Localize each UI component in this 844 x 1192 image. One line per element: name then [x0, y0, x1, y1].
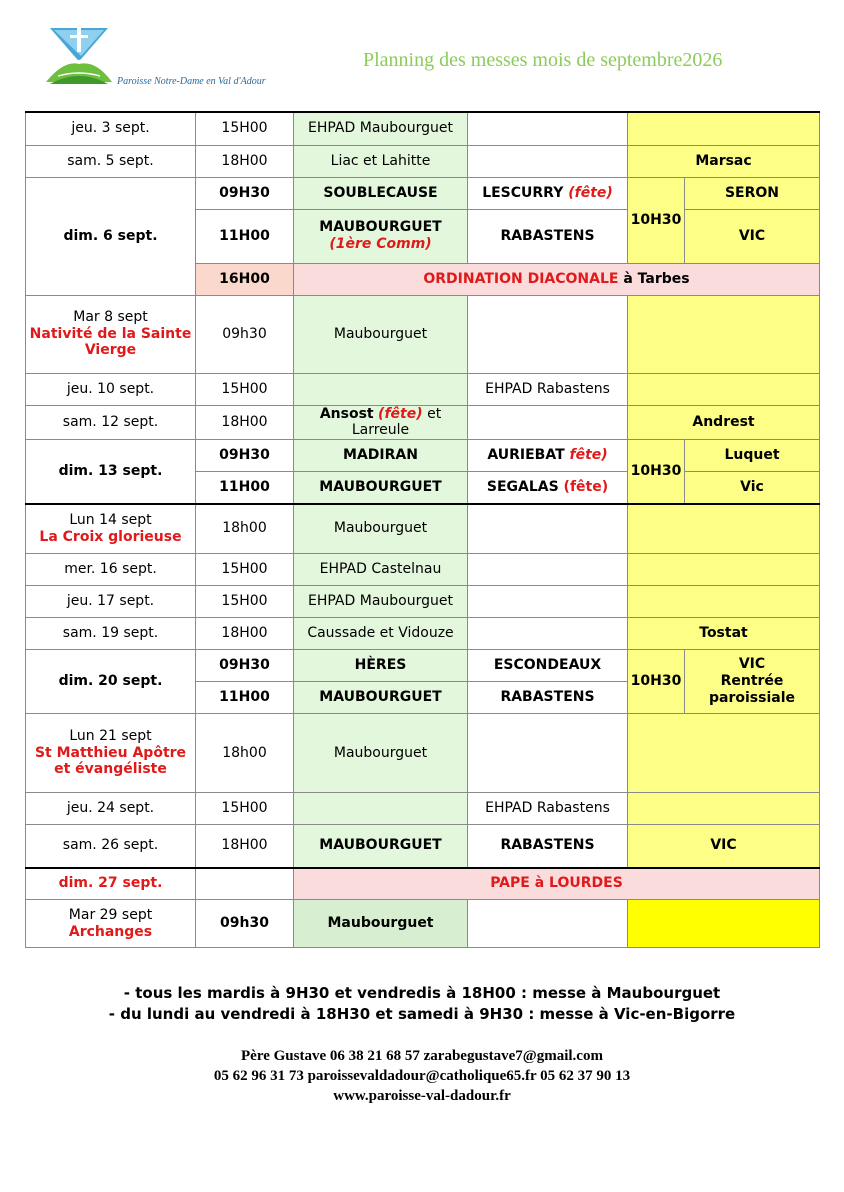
feast-note: fête): [569, 447, 608, 464]
location-cell: [468, 586, 628, 618]
time-cell: 11H00: [196, 209, 294, 263]
date-cell: [26, 504, 196, 554]
location-cell: [468, 472, 628, 504]
vic-cell: [628, 373, 820, 405]
vic-cell: Marsac: [628, 145, 820, 177]
location-cell: [468, 618, 628, 650]
date-cell: [26, 900, 196, 948]
time-cell: [196, 868, 294, 900]
parish-logo: [44, 24, 114, 90]
location-cell: [294, 373, 468, 405]
feast-note: (1ère Comm): [329, 236, 432, 252]
time-cell: 18H00: [196, 618, 294, 650]
date-cell: mer. 16 sept.: [26, 554, 196, 586]
table-row: [26, 145, 820, 177]
location-cell: [294, 793, 468, 825]
location-cell: [468, 714, 628, 793]
location-cell: [468, 900, 628, 948]
feast-text: Nativité de la Sainte Vierge: [29, 325, 192, 359]
location-cell: [468, 554, 628, 586]
location-cell: EHPAD Rabastens: [468, 373, 628, 405]
time-cell: 18H00: [196, 405, 294, 440]
location-cell: [468, 145, 628, 177]
event-cell: PAPE à LOURDES: [294, 868, 820, 900]
time-cell: 18H00: [196, 145, 294, 177]
event-text: ORDINATION DIACONALE: [423, 270, 619, 287]
vic-time-cell: 10H30: [628, 440, 685, 504]
table-row: [26, 504, 820, 554]
location-cell: Maubourguet: [294, 295, 468, 373]
time-cell: 15H00: [196, 373, 294, 405]
location-cell: ESCONDEAUX: [468, 650, 628, 682]
table-row: [26, 586, 820, 618]
location-cell: [468, 177, 628, 209]
time-cell: 15H00: [196, 586, 294, 618]
contact-line: Père Gustave 06 38 21 68 57 zarabegustave7@gmail.com: [241, 1048, 603, 1064]
date-cell: jeu. 17 sept.: [26, 586, 196, 618]
weekday-notes: [0, 983, 844, 1025]
location-cell: EHPAD Maubourguet: [294, 586, 468, 618]
vic-cell: VIC: [628, 825, 820, 868]
vic-text: VIC: [738, 656, 766, 673]
date-cell: sam. 12 sept.: [26, 405, 196, 440]
location-cell: Maubourguet: [294, 504, 468, 554]
contact-line: 05 62 96 31 73 paroissevaldadour@catholique65.fr 05 62 37 90 13: [213, 1068, 631, 1084]
feast-text: La Croix glorieuse: [39, 528, 182, 545]
location-cell: RABASTENS: [468, 682, 628, 714]
vic-cell: SERON: [685, 177, 820, 209]
feast-text: Archanges: [68, 923, 153, 940]
table-row: [26, 554, 820, 586]
location-cell: [294, 405, 468, 440]
table-row: [26, 295, 820, 373]
time-cell: 11H00: [196, 682, 294, 714]
time-cell: 09H30: [196, 177, 294, 209]
location-cell: EHPAD Castelnau: [294, 554, 468, 586]
table-row: [26, 868, 820, 900]
table-row: [26, 405, 820, 440]
location-cell: HÈRES: [294, 650, 468, 682]
vic-cell: [628, 900, 820, 948]
location-cell: Liac et Lahitte: [294, 145, 468, 177]
table-row: [26, 618, 820, 650]
table-row: [26, 714, 820, 793]
location-text: SEGALAS: [486, 478, 559, 495]
feast-note: (fête): [563, 478, 609, 495]
vic-cell: [628, 714, 820, 793]
location-text: et Larreule: [351, 405, 442, 439]
time-cell: 11H00: [196, 472, 294, 504]
table-row: [26, 650, 820, 682]
date-text: Lun 21 sept: [69, 727, 152, 744]
vic-cell: [628, 295, 820, 373]
location-cell: EHPAD Maubourguet: [294, 112, 468, 145]
vic-cell: [628, 554, 820, 586]
time-cell: 18h00: [196, 714, 294, 793]
location-cell: EHPAD Rabastens: [468, 793, 628, 825]
date-cell: dim. 20 sept.: [26, 650, 196, 714]
time-cell: 18h00: [196, 504, 294, 554]
date-cell: jeu. 10 sept.: [26, 373, 196, 405]
location-cell: MAUBOURGUET: [294, 682, 468, 714]
location-cell: MAUBOURGUET: [294, 825, 468, 868]
date-cell: jeu. 24 sept.: [26, 793, 196, 825]
vic-cell: Tostat: [628, 618, 820, 650]
time-cell: 09H30: [196, 440, 294, 472]
time-cell: 16H00: [196, 263, 294, 295]
table-row: [26, 440, 820, 472]
date-text: Mar 29 sept: [68, 906, 153, 923]
location-cell: [294, 209, 468, 263]
vic-cell: Luquet: [685, 440, 820, 472]
location-cell: [468, 112, 628, 145]
location-cell: SOUBLECAUSE: [294, 177, 468, 209]
time-cell: 09h30: [196, 295, 294, 373]
note-line: - du lundi au vendredi à 18H30 et samedi à 9H30 : messe à Vic-en-Bigorre: [108, 1005, 736, 1023]
location-cell: [468, 440, 628, 472]
time-cell: 15H00: [196, 112, 294, 145]
location-cell: [468, 504, 628, 554]
date-cell: [26, 295, 196, 373]
location-cell: MAUBOURGUET: [294, 472, 468, 504]
location-text: MAUBOURGUET: [319, 219, 442, 236]
table-row: [26, 177, 820, 209]
mass-schedule-table: [25, 111, 820, 948]
vic-cell: Vic: [685, 472, 820, 504]
vic-time-cell: 10H30: [628, 177, 685, 263]
location-cell: RABASTENS: [468, 209, 628, 263]
feast-note: (fête): [568, 184, 613, 201]
time-cell: 15H00: [196, 554, 294, 586]
vic-time-cell: 10H30: [628, 650, 685, 714]
website-link[interactable]: www.paroisse-val-dadour.fr: [333, 1088, 511, 1104]
location-text: AURIEBAT: [487, 447, 565, 464]
date-text: Mar 8 sept: [73, 308, 148, 325]
date-cell: sam. 5 sept.: [26, 145, 196, 177]
feast-note: (fête): [378, 405, 423, 422]
page-title: Planning des messes mois de septembre2026: [363, 49, 723, 71]
vic-cell: [685, 650, 820, 714]
date-cell: [26, 714, 196, 793]
location-cell: [468, 405, 628, 440]
date-cell: dim. 13 sept.: [26, 440, 196, 504]
table-row: [26, 793, 820, 825]
date-cell: sam. 19 sept.: [26, 618, 196, 650]
table-row: [26, 373, 820, 405]
vic-cell: [628, 112, 820, 145]
date-cell: jeu. 3 sept.: [26, 112, 196, 145]
date-cell: dim. 6 sept.: [26, 177, 196, 295]
vic-cell: [628, 586, 820, 618]
table-row: [26, 825, 820, 868]
date-cell: dim. 27 sept.: [26, 868, 196, 900]
contact-block: [0, 1046, 844, 1106]
parish-name: Paroisse Notre-Dame en Val d'Adour: [117, 76, 266, 87]
note-line: - tous les mardis à 9H30 et vendredis à 18H00 : messe à Maubourguet: [123, 984, 721, 1002]
location-cell: MADIRAN: [294, 440, 468, 472]
table-row: [26, 900, 820, 948]
time-cell: 09H30: [196, 650, 294, 682]
event-cell: [294, 263, 820, 295]
feast-text: St Matthieu Apôtre et évangéliste: [34, 744, 187, 778]
location-text: LESCURRY: [482, 184, 564, 201]
vic-cell: VIC: [685, 209, 820, 263]
vic-note: Rentrée paroissiale: [709, 673, 795, 706]
vic-cell: [628, 504, 820, 554]
vic-cell: [628, 793, 820, 825]
location-text: Ansost: [319, 405, 374, 422]
time-cell: 09h30: [196, 900, 294, 948]
table-row: [26, 112, 820, 145]
location-cell: RABASTENS: [468, 825, 628, 868]
date-cell: sam. 26 sept.: [26, 825, 196, 868]
date-text: Lun 14 sept: [69, 512, 152, 529]
event-place: à Tarbes: [623, 270, 690, 287]
location-cell: [468, 295, 628, 373]
vic-cell: Andrest: [628, 405, 820, 440]
time-cell: 15H00: [196, 793, 294, 825]
location-cell: Caussade et Vidouze: [294, 618, 468, 650]
time-cell: 18H00: [196, 825, 294, 868]
location-cell: Maubourguet: [294, 900, 468, 948]
location-cell: Maubourguet: [294, 714, 468, 793]
